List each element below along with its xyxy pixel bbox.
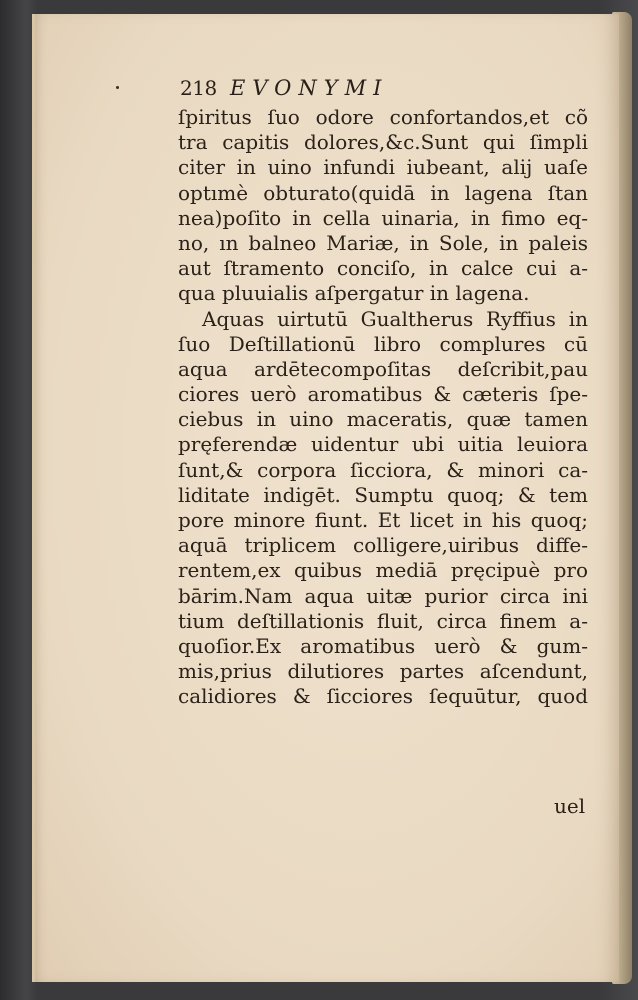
text-line: no, ın balneo Mariæ, in Sole, in paleis — [178, 230, 588, 255]
body-text — [178, 105, 588, 710]
text-line: quoſior.Ex aromatibus uerò & gum- — [178, 633, 588, 658]
ink-speck — [116, 86, 119, 89]
text-line: calidiores & ſicciores ſequūtur, quod — [178, 684, 588, 709]
text-line: optımè obturato(quidā in lagena ſtan — [178, 180, 588, 205]
page-header — [180, 74, 480, 104]
text-line: bārim.Nam aqua uitæ purior circa ini — [178, 583, 588, 608]
text-line: pręferendæ uidentur ubi uitia leuiora — [178, 432, 588, 457]
running-title: EVONYMI — [230, 76, 389, 100]
text-line: ciebus in uino maceratis, quæ tamen — [178, 407, 588, 432]
text-line: qua pluuialis aſpergatur in lagena. — [178, 281, 530, 306]
text-line: ſpiritus ſuo odore confortandos,et cõ — [178, 105, 588, 129]
text-line: mis,prius dilutiores partes aſcendunt, — [178, 659, 588, 684]
text-line: aqua ardētecompoſitas deſcribit,pau — [178, 356, 588, 381]
text-line: tium deſtillationis fluit, circa finem a- — [178, 608, 588, 633]
text-line: citer in uino infundi iubeant, alij uaſe — [178, 155, 588, 180]
text-line: ſunt,& corpora ſicciora, & minori ca- — [178, 457, 588, 482]
text-line: rentem,ex quibus mediā pręcipuè pro — [178, 558, 588, 583]
text-line: pore minore fiunt. Et licet in his quoq; — [178, 508, 588, 532]
catchword: uel — [554, 794, 586, 818]
text-line: ciores uerò aromatibus & cæteris ſpe- — [178, 382, 588, 407]
text-line: liditate indigēt. Sumptu quoq; & tem — [178, 482, 588, 507]
text-line: tra capitis dolores,&c.Sunt qui ſimpli — [178, 130, 588, 155]
text-line: aut ſtramento conciſo, in calce cui a- — [178, 256, 588, 281]
text-line: Aquas uirtutū Gualtherus Ryffius in — [202, 306, 588, 331]
page-number: 218 — [180, 76, 217, 100]
text-line: nea)poſito in cella uinaria, in fimo eq- — [178, 205, 588, 230]
text-line: aquā triplicem colligere,uiribus diffe- — [178, 533, 588, 558]
text-line: ſuo Deſtillationū libro complures cū — [178, 331, 588, 356]
